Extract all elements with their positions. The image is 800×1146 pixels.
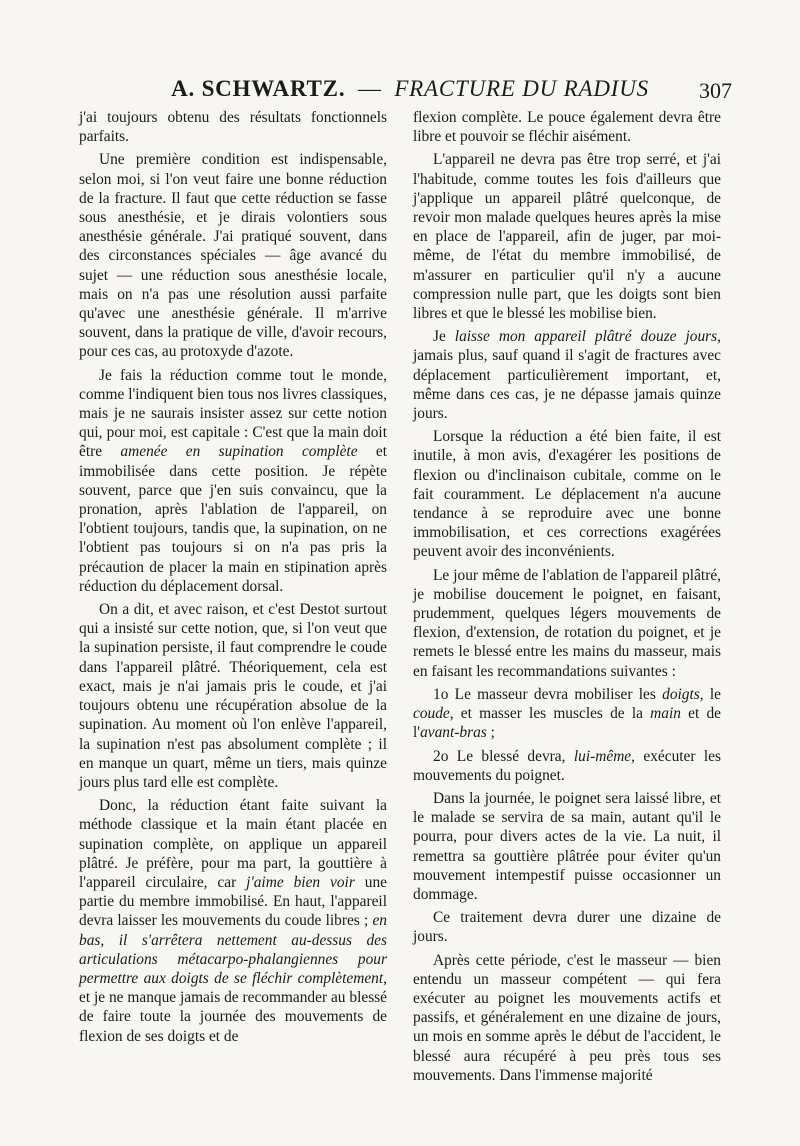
list-item: 2o Le blessé devra, lui-même, exécuter les mouvements du poignet. <box>413 747 722 784</box>
running-header <box>80 76 740 106</box>
paragraph: Je fais la réduction comme tout le monde, comme l'indiquent bien tous nos livres classiques, mais je ne saurais insister assez sur cette notion qui, pour moi, est capitale : C'est que la main doit être amenée en supination complète et immobilisée dans cette position. Je répète souvent, parce que j'en suis convaincu, que la pronation, après l'ablation de l'appareil, on l'obtient toujours, tandis que, la supination, on ne l'obtient pas toujours si on n'a pas pris la précaution de placer la main en stipination après réduction du déplacement dorsal. <box>79 366 387 595</box>
paragraph: Une première condition est indispensable, selon moi, si l'on veut faire une bonne réduction de la fracture. Il faut que cette réduction se fasse sous anesthésie, et je dirais volontiers sous anesthésie générale. J'ai pratiqué souvent, dans des circonstances spéciales — âge avancé du sujet — une réduction sous anesthésie locale, mais on n'a pas une résolution aussi parfaite qu'avec une anesthésie générale. Il m'arrive souvent, dans la pratique de ville, d'avoir recours, pour ces cas, au protoxyde d'azote. <box>79 151 387 361</box>
list-number: 1o <box>433 685 449 703</box>
emphasis: laisse mon appareil plâtré douze jours <box>454 328 718 346</box>
emphasis: amenée en supination complète <box>120 443 358 461</box>
paragraph: flexion complète. Le pouce également devra être libre et pouvoir se fléchir aisément. <box>413 109 721 146</box>
paragraph: Donc, la réduction étant faite suivant la méthode classique et la main étant placée en supination complète, on applique un appareil plâtré. Je préfère, pour ma part, la gouttière à l'appareil circulaire, car j'aime bien voir une partie du membre immobilisé. En haut, l'appareil devra laisser les mouvements du coude libres ; en bas, il s'arrêtera nettement au-dessus des articulations métacarpo-phalangiennes pour permettre aux doigts de se fléchir complètement, et je ne manque jamais de recommander au blessé de faire toute la journée des mouvements de flexion de ses doigts et de <box>79 797 387 1045</box>
paragraph: Je laisse mon appareil plâtré douze jours, jamais plus, sauf quand il s'agit de fractures avec déplacement particulièrement important, et, même dans ces cas, je ne dépasse jamais quinze jours. <box>413 328 721 423</box>
header-author: A. SCHWARTZ. <box>171 76 346 101</box>
paragraph: L'appareil ne devra pas être trop serré, et j'ai l'habitude, comme toutes les fois d'ailleurs que j'applique un appareil plâtré quelconque, de revoir mon malade quelques heures après la mise en place de l'appareil, afin de juger, par moi-même, de l'état du membre immobilisé, de m'assurer en particulier qu'il n'y a aucune compression nulle part, que les doigts sont bien libres et que le blessé les mobilise bien. <box>413 151 721 323</box>
paragraph: Le jour même de l'ablation de l'appareil plâtré, je mobilise doucement le poignet, en faisant, prudemment, quelques légers mouvements de flexion, d'extension, de rotation du poignet, et je remets le blessé entre les mains du masseur, mais en faisant les recommandations suivantes : <box>413 566 721 680</box>
paragraph: Ce traitement devra durer une dizaine de jours. <box>413 909 721 946</box>
emphasis: en bas, il s'arrêtera nettement au-dessus des articulations métacarpo-phalangiennes pour permettre aux doigts de se fléchir complètement <box>79 912 387 987</box>
paragraph: Dans la journée, le poignet sera laissé libre, et le malade se servira de sa main, autant qu'il le pourra, pour divers actes de la vie. La nuit, il remettra sa gouttière plâtrée pour éviter qu'un mouvement intempestif puisse occasionner un dommage. <box>413 789 721 903</box>
page-number: 307 <box>699 78 732 103</box>
right-column <box>413 108 721 1085</box>
paragraph: Après cette période, c'est le masseur — bien entendu un masseur compétent — qui fera exécuter au poignet les mouvements actifs et passifs, et généralement en une dizaine de jours, un mois en somme après le début de l'accident, le blessé aura récupéré à peu près tous ses mouvements. Dans l'immense majorité <box>413 951 721 1084</box>
paragraph: Lorsque la réduction a été bien faite, il est inutile, à mon avis, d'exagérer les positions de flexion ou d'inclinaison cubitale, comme on le fait couramment. Le déplacement n'a aucune tendance à se reproduire avec une bonne immobilisation, et ces corrections exagérées peuvent avoir des inconvénients. <box>413 428 721 561</box>
left-column <box>79 108 387 1046</box>
header-dash: — <box>357 76 382 101</box>
header-subject: FRACTURE DU RADIUS <box>394 76 649 101</box>
emphasis: j'aime bien voir <box>246 873 355 891</box>
paragraph: j'ai toujours obtenu des résultats fonctionnels parfaits. <box>79 109 387 146</box>
list-item: 1o Le masseur devra mobiliser les doigts, le coude, et masser les muscles de la main et de l'avant-bras ; <box>413 685 721 742</box>
header-title <box>80 76 740 102</box>
paragraph: On a dit, et avec raison, et c'est Destot surtout qui a insisté sur cette notion, que, si l'on veut que la supination persiste, il faut comprendre le coude dans l'appareil plâtré. Théoriquement, cela est exact, mais je n'ai jamais pris le coude, et j'ai toujours obtenu une récupération absolue de la supination. Au moment où l'on enlève l'appareil, la supination n'est pas absolument complète ; il en manque un quart, même un tiers, mais quinze jours plus tard elle est complète. <box>79 601 387 791</box>
list-number: 2o <box>433 747 449 765</box>
